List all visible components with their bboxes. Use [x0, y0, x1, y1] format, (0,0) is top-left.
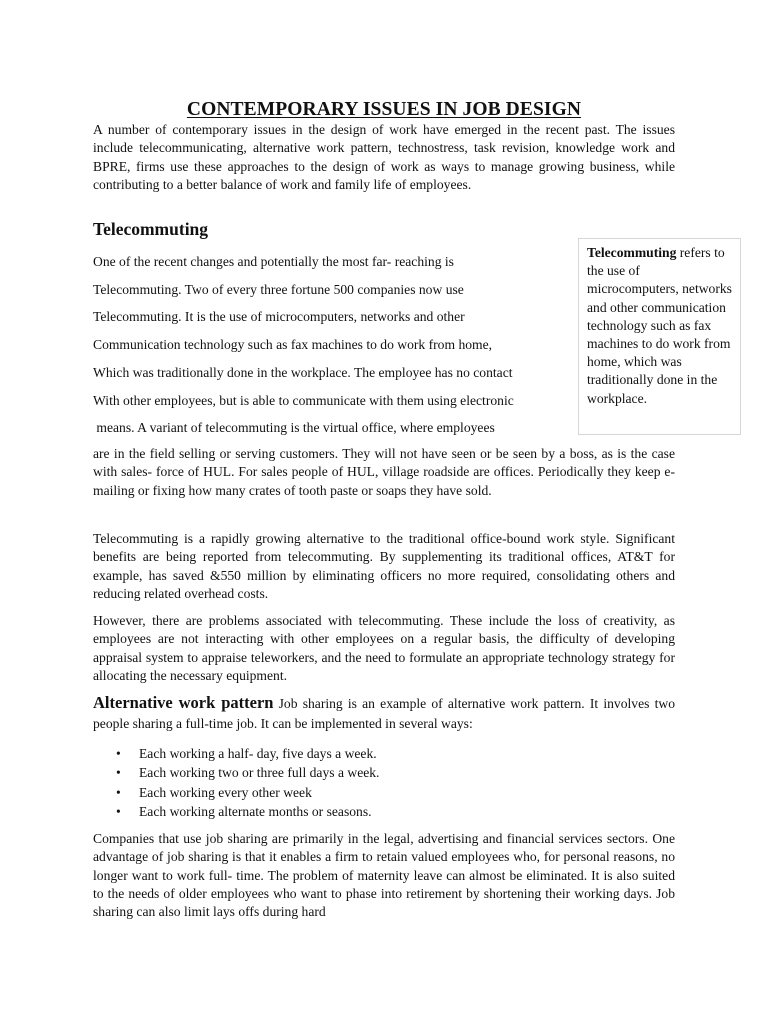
growing-alternative-paragraph: Telecommuting is a rapidly growing alternative to the traditional office-bound work style. Significant benefits are being reported from telecommuting. By supplementing its traditional offices, AT&T for example, has saved &550 million by eliminating officers no more required, consolidating others and reducing related overhead costs.: [93, 531, 675, 601]
definition-sidebar: [578, 238, 741, 435]
bullet-icon: •: [116, 803, 121, 819]
alternative-work-heading: Alternative work pattern: [93, 693, 274, 712]
problems-paragraph: However, there are problems associated with telecommuting. These include the loss of creativity, as employees are not interacting with other employees on a regular basis, the difficulty of developing appraisal system to appraise teleworkers, and the need to formulate an appropriate technology strategy for allocating the necessary equipment.: [93, 613, 675, 683]
companies-paragraph: Companies that use job sharing are primarily in the legal, advertising and financial services sectors. One advantage of job sharing is that it enables a firm to retain valued employees who, for personal reasons, no longer want to work full- time. The problem of maternity leave can almost be eliminated. It is also suited to the needs of older employees who want to phase into retirement by shortening their working days. Job sharing can also limit lays offs during hard: [93, 831, 675, 920]
bullet-icon: •: [116, 784, 121, 800]
page-title: CONTEMPORARY ISSUES IN JOB DESIGN: [186, 99, 582, 121]
telecommuting-line: Which was traditionally done in the workplace. The employee has no contact: [93, 365, 513, 380]
list-item: [93, 783, 379, 802]
list-item: [93, 763, 379, 782]
telecommuting-line: Communication technology such as fax machines to do work from home,: [93, 337, 493, 352]
list-item: [93, 802, 379, 821]
telecommuting-line: With other employees, but is able to communicate with them using electronic: [93, 393, 514, 408]
telecommuting-heading: Telecommuting: [93, 219, 209, 239]
alternative-work-paragraph: [93, 693, 675, 734]
sidebar-definition: refers to the use of microcomputers, networks and other communication technology such as fax machines to do work from home, which was traditionally done in the workplace.: [587, 245, 732, 406]
list-item: [93, 744, 379, 763]
telecommuting-line: means. A variant of telecommuting is the virtual office, where employees: [93, 420, 495, 435]
sidebar-term: Telecommuting: [587, 245, 677, 260]
list-item-text: Each working two or three full days a week.: [139, 765, 380, 781]
bullet-icon: •: [116, 765, 121, 781]
telecommuting-line: One of the recent changes and potentially the most far- reaching is: [93, 254, 454, 269]
telecommuting-line: Telecommuting. Two of every three fortune 500 companies now use: [93, 282, 464, 297]
intro-paragraph: A number of contemporary issues in the design of work have emerged in the recent past. The issues include telecommunicating, alternative work pattern, technostress, task revision, knowledge work and BPRE, firms use these approaches to the design of work as ways to manage growing business, while contributing to a better balance of work and family life of employees.: [93, 122, 675, 192]
bullet-icon: •: [116, 746, 121, 761]
telecommuting-line: Telecommuting. It is the use of microcomputers, networks and other: [93, 309, 465, 324]
alternative-work-text: Job sharing is an example of alternative work pattern. It involves two people sharing a full-time job. It can be implemented in several ways:: [93, 696, 675, 731]
list-item-text: Each working alternate months or seasons.: [139, 803, 372, 819]
field-paragraph: are in the field selling or serving customers. They will not have seen or be seen by a boss, as is the case with sales- force of HUL. For sales people of HUL, village roadside are offices. Periodically they keep e-mailing or fixing how many crates of tooth paste or soaps they have sold.: [93, 446, 675, 498]
list-item-text: Each working every other week: [139, 784, 312, 800]
job-sharing-list: [93, 744, 379, 821]
list-item-text: Each working a half- day, five days a week.: [139, 746, 377, 761]
